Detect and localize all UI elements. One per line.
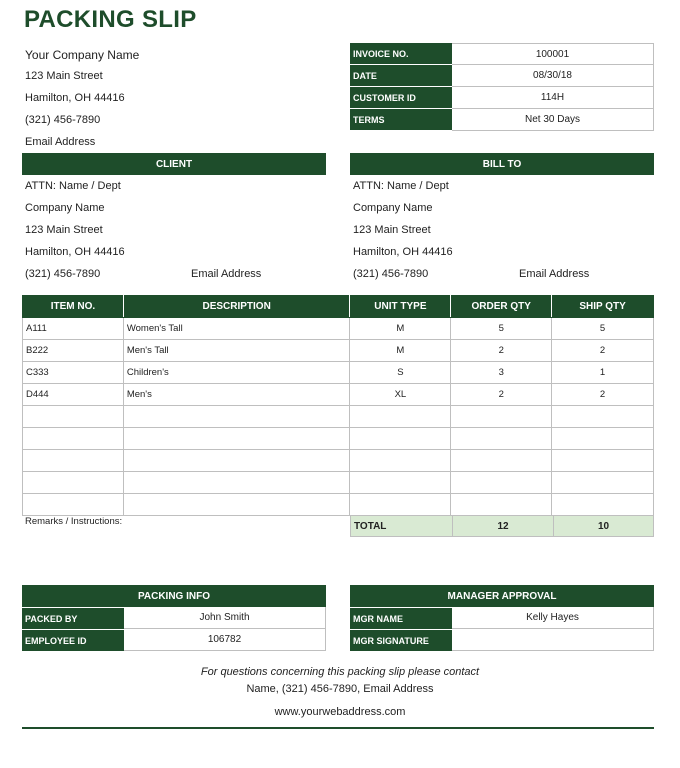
packed-by-row xyxy=(22,607,326,629)
col-item-no: ITEM NO. xyxy=(23,296,124,318)
cell-ship-qty[interactable] xyxy=(552,406,654,428)
items-table xyxy=(22,295,654,516)
table-row xyxy=(23,450,654,472)
total-order-qty: 12 xyxy=(452,515,553,537)
col-order-qty: ORDER QTY xyxy=(451,296,552,318)
cell-unit-type[interactable]: S xyxy=(350,362,451,384)
employee-id-row xyxy=(22,629,326,651)
manager-approval-table xyxy=(350,585,654,651)
cell-ship-qty[interactable] xyxy=(552,450,654,472)
terms-value[interactable]: Net 30 Days xyxy=(452,109,654,131)
cell-description[interactable] xyxy=(123,428,350,450)
cell-unit-type[interactable]: XL xyxy=(350,384,451,406)
packing-info-header: PACKING INFO xyxy=(22,585,326,607)
invoice-row xyxy=(350,87,654,109)
cell-ship-qty[interactable] xyxy=(552,494,654,516)
date-label: DATE xyxy=(350,65,452,87)
cell-description[interactable] xyxy=(123,472,350,494)
invoice-row xyxy=(350,43,654,65)
cell-ship-qty[interactable] xyxy=(552,428,654,450)
company-city: Hamilton, OH 44416 xyxy=(25,92,125,104)
bill-to-attn: ATTN: Name / Dept xyxy=(353,180,449,192)
total-ship-qty: 10 xyxy=(553,515,654,537)
manager-approval-header: MANAGER APPROVAL xyxy=(350,585,654,607)
cell-unit-type[interactable]: M xyxy=(350,318,451,340)
cell-item-no[interactable] xyxy=(23,428,124,450)
company-email: Email Address xyxy=(25,136,96,148)
invoice-no-label: INVOICE NO. xyxy=(350,43,452,65)
packing-info-table xyxy=(22,585,326,651)
cell-item-no[interactable] xyxy=(23,472,124,494)
company-name: Your Company Name xyxy=(25,48,140,62)
cell-unit-type[interactable] xyxy=(350,494,451,516)
client-email: Email Address xyxy=(191,268,262,280)
cell-order-qty[interactable] xyxy=(451,406,552,428)
mgr-signature-value[interactable] xyxy=(452,629,654,651)
invoice-no-value[interactable]: 100001 xyxy=(452,43,654,65)
bill-to-company: Company Name xyxy=(353,202,433,214)
table-row xyxy=(23,494,654,516)
employee-id-label: EMPLOYEE ID xyxy=(22,629,124,651)
table-row xyxy=(23,384,654,406)
client-phone: (321) 456-7890 xyxy=(25,268,101,280)
company-phone: (321) 456-7890 xyxy=(25,114,101,126)
cell-order-qty[interactable] xyxy=(451,428,552,450)
bill-to-street: 123 Main Street xyxy=(353,224,431,236)
cell-unit-type[interactable] xyxy=(350,428,451,450)
table-row xyxy=(23,318,654,340)
footer-website[interactable]: www.yourwebaddress.com xyxy=(274,706,406,718)
cell-unit-type[interactable]: M xyxy=(350,340,451,362)
mgr-name-value[interactable]: Kelly Hayes xyxy=(452,607,654,629)
client-attn: ATTN: Name / Dept xyxy=(25,180,121,192)
total-row xyxy=(350,515,654,537)
cell-order-qty[interactable]: 2 xyxy=(451,384,552,406)
cell-description[interactable] xyxy=(123,406,350,428)
bill-to-email: Email Address xyxy=(519,268,590,280)
cell-unit-type[interactable] xyxy=(350,406,451,428)
bill-to-header: BILL TO xyxy=(350,153,654,175)
employee-id-value[interactable]: 106782 xyxy=(124,629,326,651)
cell-item-no[interactable]: B222 xyxy=(23,340,124,362)
cell-description[interactable]: Men's Tall xyxy=(123,340,350,362)
cell-ship-qty[interactable]: 2 xyxy=(552,340,654,362)
cell-item-no[interactable] xyxy=(23,494,124,516)
bill-to-city: Hamilton, OH 44416 xyxy=(353,246,453,258)
packed-by-value[interactable]: John Smith xyxy=(124,607,326,629)
page-title: PACKING SLIP xyxy=(24,6,197,33)
table-row xyxy=(23,472,654,494)
customer-id-label: CUSTOMER ID xyxy=(350,87,452,109)
table-row xyxy=(23,340,654,362)
cell-ship-qty[interactable]: 1 xyxy=(552,362,654,384)
cell-description[interactable]: Women's Tall xyxy=(123,318,350,340)
col-ship-qty: SHIP QTY xyxy=(552,296,654,318)
cell-order-qty[interactable] xyxy=(451,472,552,494)
mgr-signature-row xyxy=(350,629,654,651)
footer-question: For questions concerning this packing slip please contact xyxy=(200,666,480,678)
client-company: Company Name xyxy=(25,202,105,214)
table-row xyxy=(23,428,654,450)
cell-item-no[interactable]: A111 xyxy=(23,318,124,340)
customer-id-value[interactable]: 114H xyxy=(452,87,654,109)
invoice-row xyxy=(350,65,654,87)
invoice-row xyxy=(350,109,654,131)
col-description: DESCRIPTION xyxy=(123,296,350,318)
cell-order-qty[interactable] xyxy=(451,494,552,516)
cell-unit-type[interactable] xyxy=(350,472,451,494)
cell-ship-qty[interactable]: 2 xyxy=(552,384,654,406)
cell-description[interactable]: Men's xyxy=(123,384,350,406)
cell-item-no[interactable] xyxy=(23,406,124,428)
footer-divider xyxy=(22,727,654,729)
cell-order-qty[interactable]: 3 xyxy=(451,362,552,384)
cell-order-qty[interactable] xyxy=(451,450,552,472)
cell-item-no[interactable] xyxy=(23,450,124,472)
cell-ship-qty[interactable]: 5 xyxy=(552,318,654,340)
company-street: 123 Main Street xyxy=(25,70,103,82)
cell-description[interactable] xyxy=(123,450,350,472)
cell-description[interactable] xyxy=(123,494,350,516)
client-city: Hamilton, OH 44416 xyxy=(25,246,125,258)
bill-to-phone: (321) 456-7890 xyxy=(353,268,429,280)
items-header-row xyxy=(23,296,654,318)
cell-item-no[interactable]: D444 xyxy=(23,384,124,406)
cell-unit-type[interactable] xyxy=(350,450,451,472)
total-label: TOTAL xyxy=(350,515,452,537)
cell-order-qty[interactable]: 5 xyxy=(451,318,552,340)
col-unit-type: UNIT TYPE xyxy=(350,296,451,318)
cell-ship-qty[interactable] xyxy=(552,472,654,494)
mgr-name-row xyxy=(350,607,654,629)
invoice-info-table xyxy=(350,43,654,131)
mgr-signature-label: MGR SIGNATURE xyxy=(350,629,452,651)
cell-item-no[interactable]: C333 xyxy=(23,362,124,384)
table-row xyxy=(23,406,654,428)
mgr-name-label: MGR NAME xyxy=(350,607,452,629)
cell-order-qty[interactable]: 2 xyxy=(451,340,552,362)
terms-label: TERMS xyxy=(350,109,452,131)
client-header: CLIENT xyxy=(22,153,326,175)
cell-description[interactable]: Children's xyxy=(123,362,350,384)
packed-by-label: PACKED BY xyxy=(22,607,124,629)
client-street: 123 Main Street xyxy=(25,224,103,236)
remarks-label: Remarks / Instructions: xyxy=(25,516,123,527)
date-value[interactable]: 08/30/18 xyxy=(452,65,654,87)
footer-contact: Name, (321) 456-7890, Email Address xyxy=(246,683,434,695)
table-row xyxy=(23,362,654,384)
